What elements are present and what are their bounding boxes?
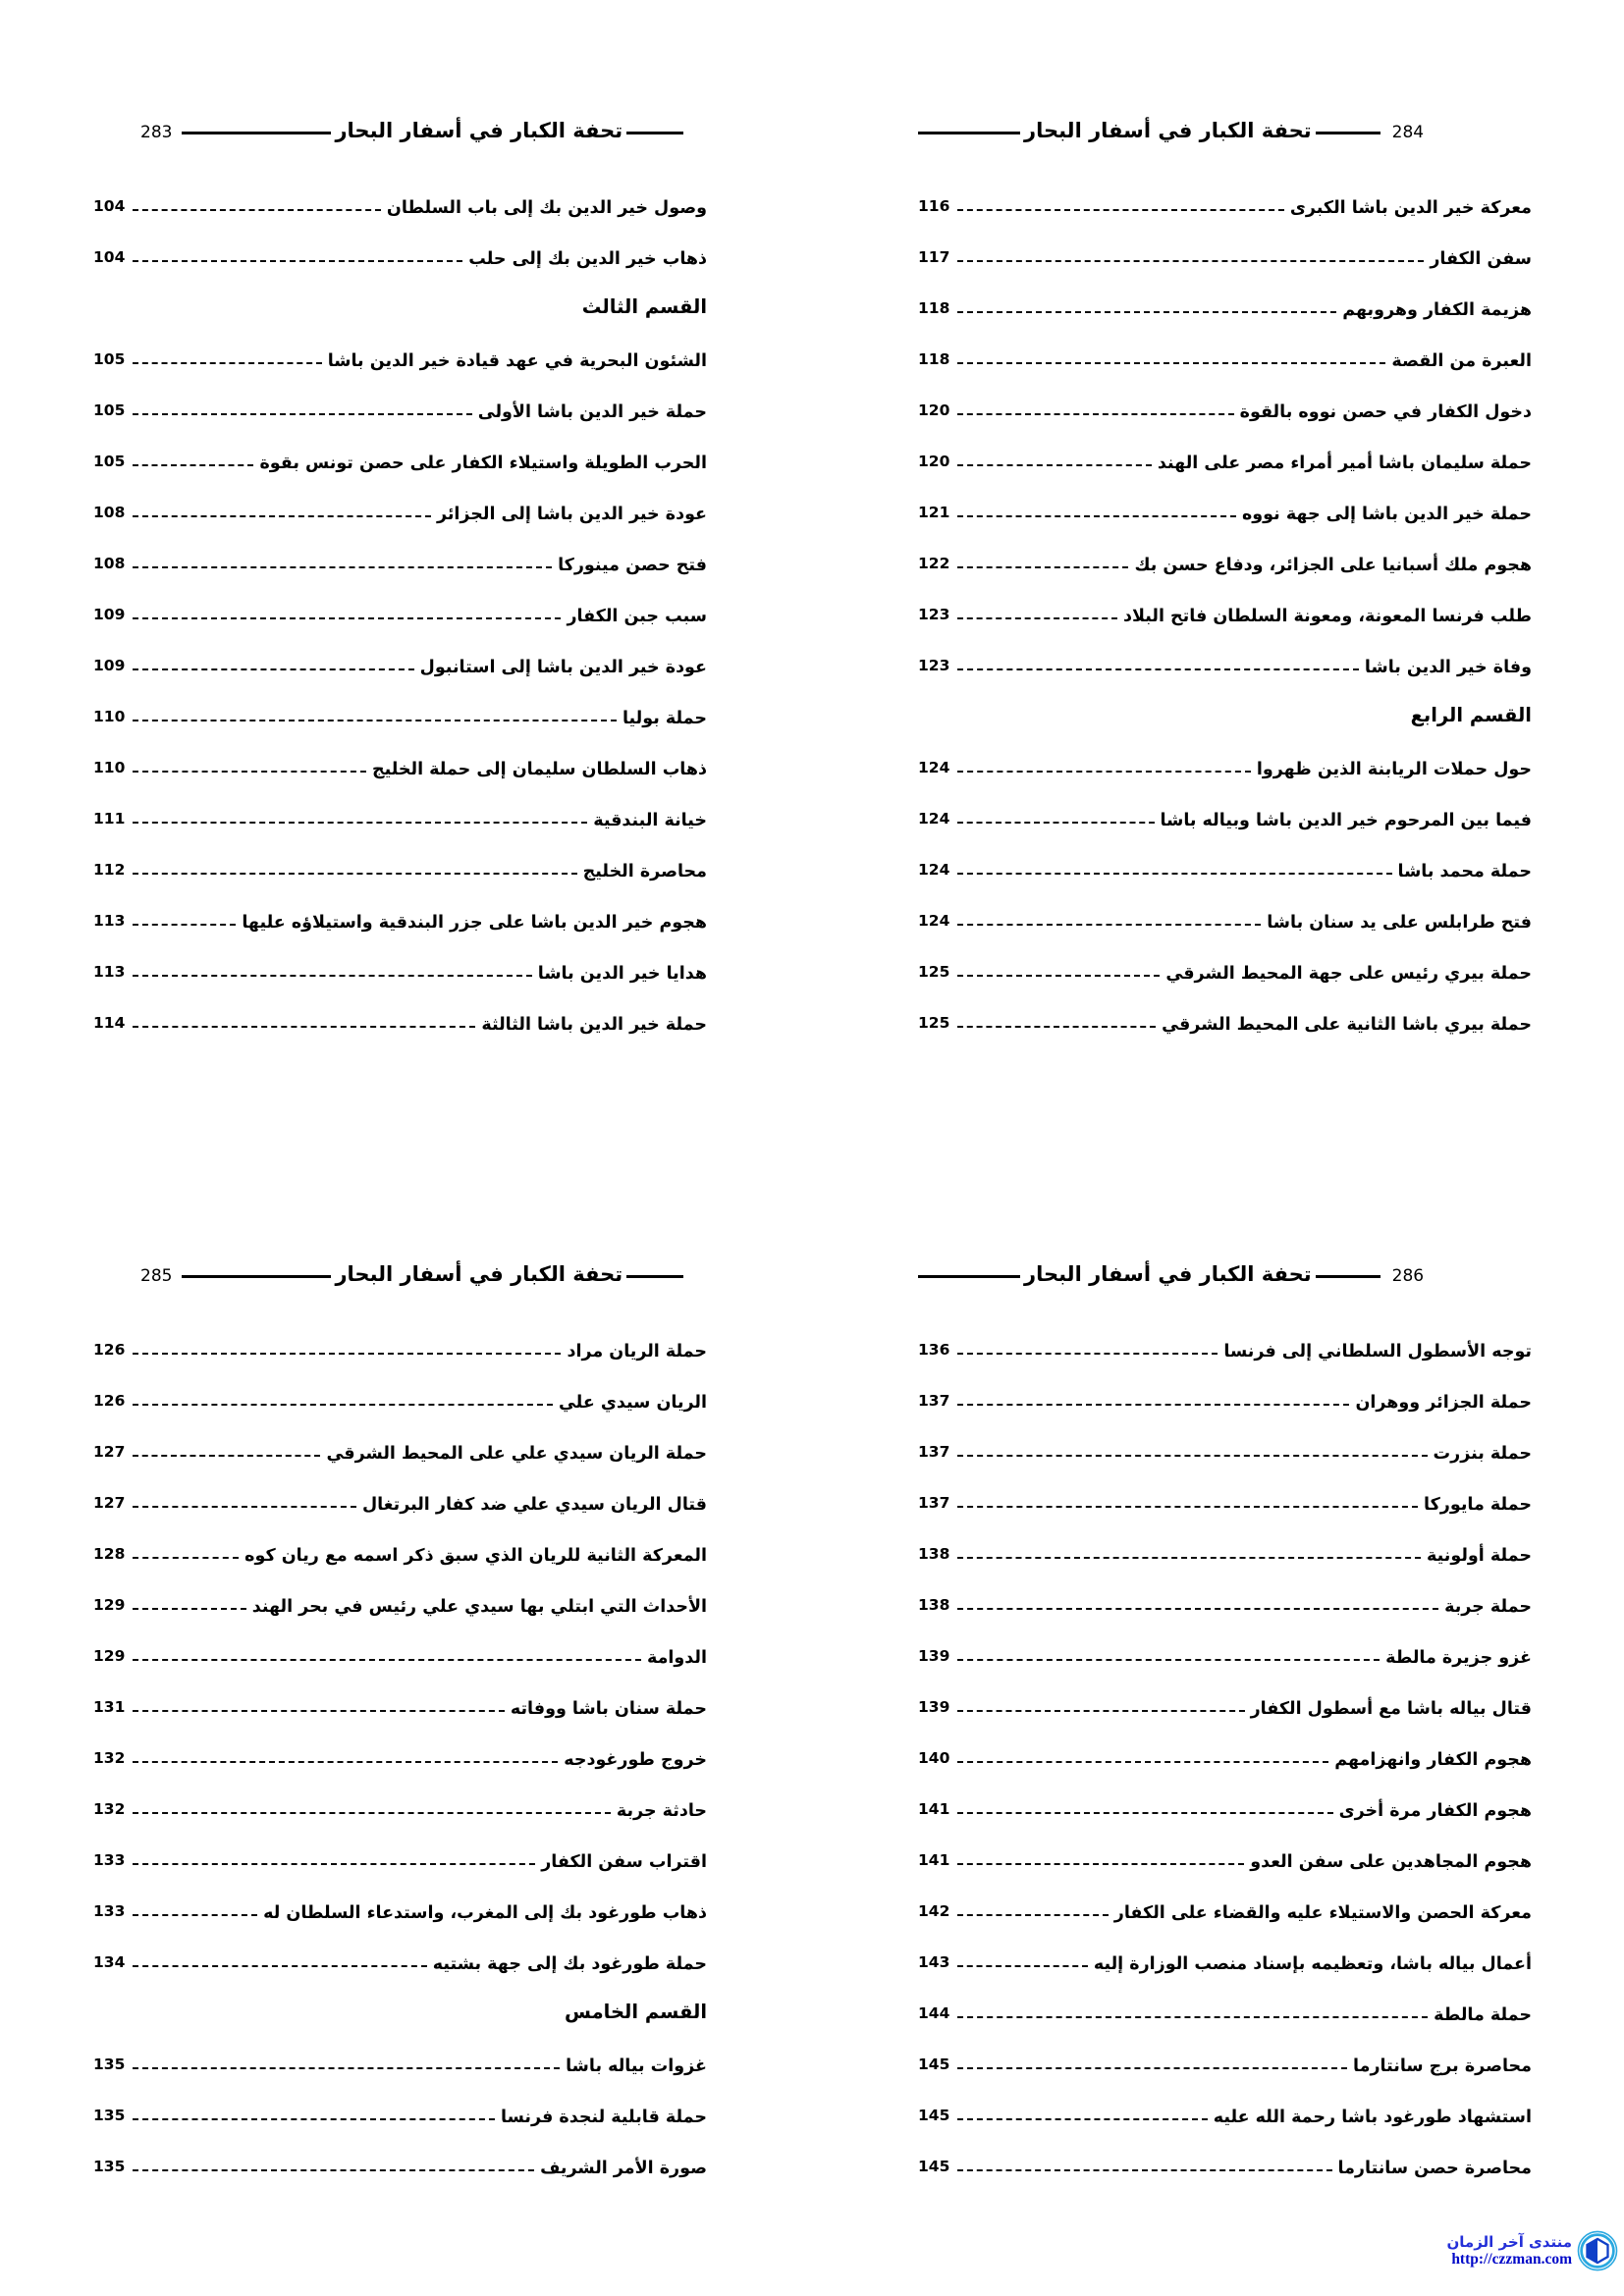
entry-page-number: 120	[918, 453, 950, 470]
entry-page-number: 129	[93, 1596, 126, 1614]
toc-entry-row	[93, 1923, 707, 1974]
toc-entry-row	[918, 575, 1532, 626]
entry-page-number: 129	[93, 1647, 126, 1665]
page-header	[918, 1259, 1532, 1293]
entry-title: هزيمة الكفار وهروبهم	[1342, 299, 1532, 320]
dotted-leader	[957, 1863, 1244, 1865]
entry-title: محاصرة حصن سانتارما	[1337, 2158, 1532, 2178]
dotted-leader	[957, 362, 1385, 364]
toc-entry-row	[93, 881, 707, 933]
page-header	[93, 1259, 707, 1293]
dotted-leader	[957, 464, 1152, 466]
toc-entry-row	[918, 320, 1532, 371]
entry-page-number: 108	[93, 555, 126, 572]
toc-entry-row	[93, 1413, 707, 1464]
entry-title: ذهاب السلطان سليمان إلى حملة الخليج	[371, 759, 707, 779]
entry-title: المعركة الثانية للريان الذي سبق ذكر اسمه مع ريان كوه	[244, 1545, 707, 1566]
entry-title: حملة أولونية	[1427, 1545, 1532, 1566]
toc-entry-row	[918, 830, 1532, 881]
toc-entry-row	[93, 830, 707, 881]
dotted-leader	[957, 413, 1233, 415]
entry-page-number: 141	[918, 1800, 950, 1818]
entry-title: سفن الكفار	[1430, 248, 1532, 269]
page-number: 283	[140, 123, 173, 142]
header-rule	[918, 132, 1020, 134]
entry-page-number: 105	[93, 401, 126, 419]
entry-page-number: 136	[918, 1341, 950, 1359]
toc-entry-row	[93, 167, 707, 218]
dotted-leader	[133, 873, 576, 875]
entry-title: حملة الجزائر ووهران	[1355, 1392, 1532, 1413]
toc-entry-row	[918, 473, 1532, 524]
dotted-leader	[957, 1914, 1108, 1916]
toc-entries	[93, 1310, 707, 2178]
toc-entry-row	[918, 1719, 1532, 1770]
entry-page-number: 113	[93, 912, 126, 930]
dotted-leader	[133, 771, 366, 773]
entry-page-number: 137	[918, 1443, 950, 1461]
page-header	[93, 116, 707, 149]
dotted-leader	[957, 1710, 1244, 1712]
toc-entry-row	[918, 1464, 1532, 1515]
entry-title: فتح حصن مينوركا	[558, 555, 707, 575]
dotted-leader	[957, 1761, 1328, 1763]
dotted-leader	[133, 1863, 535, 1865]
toc-entries	[918, 1310, 1532, 2178]
page-number: 284	[1391, 123, 1425, 142]
toc-section-row	[93, 269, 707, 320]
entry-title: عودة خير الدين باشا إلى الجزائر	[436, 504, 707, 524]
entry-page-number: 124	[918, 861, 950, 879]
dotted-leader	[957, 1506, 1418, 1508]
entry-title: حملة بوليا	[622, 708, 707, 728]
entry-title: محاصرة برج سانتارما	[1353, 2056, 1532, 2076]
toc-entry-row	[93, 2127, 707, 2178]
entry-page-number: 104	[93, 248, 126, 266]
entry-title: حملة بيري باشا الثانية على المحيط الشرقي	[1162, 1014, 1532, 1035]
dotted-leader	[957, 924, 1261, 926]
dotted-leader	[133, 1812, 611, 1814]
toc-entry-row	[918, 626, 1532, 677]
entry-page-number: 138	[918, 1545, 950, 1563]
dotted-leader	[957, 1812, 1332, 1814]
entry-title: قتال الريان سيدي علي ضد كفار البرتغال	[362, 1494, 707, 1515]
entry-page-number: 133	[93, 1902, 126, 1920]
entry-title: خروج طورغودجه	[564, 1749, 707, 1770]
dotted-leader	[957, 2016, 1428, 2018]
entry-page-number: 145	[918, 2107, 950, 2124]
header-rule	[1316, 132, 1380, 134]
header-rule	[182, 1275, 331, 1278]
entry-title: فيما بين المرحوم خير الدين باشا وبياله باشا	[1160, 810, 1532, 830]
dotted-leader	[957, 1965, 1088, 1967]
dotted-leader	[957, 260, 1424, 262]
header-rule	[626, 132, 683, 134]
dotted-leader	[133, 1557, 239, 1559]
toc-page-284	[918, 116, 1532, 1035]
entry-page-number: 108	[93, 504, 126, 521]
header-rule	[182, 132, 331, 134]
entry-title: حملة قابلية لنجدة فرنسا	[501, 2107, 707, 2127]
entry-title: فتح طرابلس على يد سنان باشا	[1267, 912, 1532, 933]
dotted-leader	[957, 515, 1236, 517]
entry-title: الأحداث التي ابتلي بها سيدي علي رئيس في بحر الهند	[251, 1596, 707, 1617]
page-number: 286	[1391, 1266, 1425, 1286]
dotted-leader	[133, 515, 431, 517]
entry-page-number: 111	[93, 810, 126, 828]
dotted-leader	[133, 720, 617, 721]
entry-title: حملة خير الدين باشا الأولى	[477, 401, 707, 422]
toc-entry-row	[918, 933, 1532, 984]
entry-page-number: 125	[918, 1014, 950, 1032]
toc-entry-row	[93, 933, 707, 984]
toc-entry-row	[93, 320, 707, 371]
toc-entry-row	[918, 2025, 1532, 2076]
entry-page-number: 126	[93, 1341, 126, 1359]
header-rule	[918, 1275, 1020, 1278]
entry-page-number: 139	[918, 1647, 950, 1665]
site-url-link[interactable]: http://czzman.com	[1451, 2250, 1572, 2268]
entry-page-number: 126	[93, 1392, 126, 1410]
toc-entry-row	[918, 1821, 1532, 1872]
dotted-leader	[957, 1353, 1218, 1355]
entry-title: حملة الريان مراد	[567, 1341, 707, 1362]
book-title: تحفة الكبار في أسفار البحار	[1024, 1262, 1312, 1286]
toc-entry-row	[93, 575, 707, 626]
dotted-leader	[957, 668, 1359, 670]
entry-title: الشئون البحرية في عهد قيادة خير الدين باشا	[327, 350, 707, 371]
toc-entry-row	[93, 2025, 707, 2076]
toc-entry-row	[918, 1770, 1532, 1821]
entry-page-number: 145	[918, 2056, 950, 2073]
entry-page-number: 141	[918, 1851, 950, 1869]
toc-entry-row	[93, 1566, 707, 1617]
entry-title: هجوم المجاهدين على سفن العدو	[1250, 1851, 1532, 1872]
dotted-leader	[957, 1608, 1438, 1610]
entry-title: طلب فرنسا المعونة، ومعونة السلطان فاتح البلاد	[1122, 606, 1532, 626]
entry-title: دخول الكفار في حصن نووه بالقوة	[1239, 401, 1532, 422]
entry-title: هدايا خير الدين باشا	[537, 963, 707, 984]
section-heading: القسم الثالث	[581, 295, 707, 318]
entry-title: حملة بيري رئيس على جهة المحيط الشرقي	[1165, 963, 1532, 984]
entry-title: حملة خير الدين باشا إلى جهة نووه	[1241, 504, 1532, 524]
entry-title: الدوامة	[646, 1647, 707, 1668]
entry-title: ذهاب طورغود بك إلى المغرب، واستدعاء السلطان له	[263, 1902, 707, 1923]
dotted-leader	[133, 617, 561, 619]
dotted-leader	[957, 1026, 1156, 1028]
entry-page-number: 127	[93, 1443, 126, 1461]
dotted-leader	[133, 1965, 426, 1967]
entry-title: خيانة البندقية	[593, 810, 707, 830]
dotted-leader	[133, 1506, 356, 1508]
toc-entry-row	[93, 626, 707, 677]
entry-page-number: 109	[93, 657, 126, 674]
dotted-leader	[133, 1659, 641, 1661]
dotted-leader	[133, 1404, 553, 1406]
toc-entry-row	[93, 218, 707, 269]
entry-page-number: 124	[918, 810, 950, 828]
dotted-leader	[133, 2067, 560, 2069]
entry-title: حملة مالطة	[1434, 2004, 1532, 2025]
toc-entry-row	[918, 422, 1532, 473]
entry-title: توجه الأسطول السلطاني إلى فرنسا	[1223, 1341, 1532, 1362]
entry-page-number: 105	[93, 453, 126, 470]
entry-page-number: 110	[93, 759, 126, 776]
dotted-leader	[133, 209, 381, 211]
entry-title: صورة الأمر الشريف	[540, 2158, 707, 2178]
toc-section-row	[918, 677, 1532, 728]
dotted-leader	[133, 1353, 561, 1355]
dotted-leader	[133, 924, 236, 926]
dotted-leader	[133, 2118, 495, 2120]
toc-entry-row	[93, 524, 707, 575]
toc-entry-row	[918, 1668, 1532, 1719]
toc-entry-row	[918, 1310, 1532, 1362]
book-title: تحفة الكبار في أسفار البحار	[335, 119, 623, 142]
toc-entry-row	[918, 218, 1532, 269]
toc-entry-row	[93, 1362, 707, 1413]
entry-page-number: 142	[918, 1902, 950, 1920]
entry-title: حملة جربة	[1444, 1596, 1532, 1617]
toc-entry-row	[93, 422, 707, 473]
entry-title: معركة خير الدين باشا الكبرى	[1289, 197, 1532, 218]
toc-entry-row	[93, 779, 707, 830]
entry-title: هجوم الكفار وانهزامهم	[1334, 1749, 1532, 1770]
site-watermark	[1447, 2230, 1619, 2271]
entry-page-number: 137	[918, 1494, 950, 1512]
entry-page-number: 135	[93, 2158, 126, 2175]
toc-entry-row	[93, 677, 707, 728]
toc-page-286	[918, 1259, 1532, 2178]
toc-entry-row	[93, 984, 707, 1035]
dotted-leader	[133, 413, 471, 415]
toc-entry-row	[93, 1668, 707, 1719]
toc-entry-row	[93, 371, 707, 422]
dotted-leader	[957, 873, 1391, 875]
entry-title: حملة الريان سيدي علي على المحيط الشرقي	[326, 1443, 707, 1464]
entry-page-number: 112	[93, 861, 126, 879]
entry-page-number: 117	[918, 248, 950, 266]
entry-page-number: 118	[918, 350, 950, 368]
dotted-leader	[957, 311, 1336, 313]
toc-entry-row	[918, 984, 1532, 1035]
entry-title: حملة خير الدين باشا الثالثة	[481, 1014, 707, 1035]
toc-entry-row	[918, 1515, 1532, 1566]
toc-entry-row	[918, 2076, 1532, 2127]
entry-page-number: 132	[93, 1749, 126, 1767]
toc-entry-row	[93, 1617, 707, 1668]
entry-title: غزو جزيرة مالطة	[1385, 1647, 1532, 1668]
entry-title: حول حملات الريابنة الذين ظهروا	[1256, 759, 1532, 779]
header-rule	[1316, 1275, 1380, 1278]
entry-title: حملة محمد باشا	[1397, 861, 1532, 881]
entry-title: حملة سنان باشا ووفاته	[510, 1698, 707, 1719]
entry-title: حملة طورغود بك إلى جهة بشتيه	[432, 1953, 707, 1974]
entry-page-number: 138	[918, 1596, 950, 1614]
entry-page-number: 144	[918, 2004, 950, 2022]
dotted-leader	[133, 822, 587, 824]
toc-entry-row	[918, 1974, 1532, 2025]
toc-entry-row	[918, 1566, 1532, 1617]
entry-title: وصول خير الدين بك إلى باب السلطان	[386, 197, 707, 218]
toc-entry-row	[93, 1515, 707, 1566]
dotted-leader	[133, 260, 462, 262]
page-number: 285	[140, 1266, 173, 1286]
toc-section-row	[93, 1974, 707, 2025]
dotted-leader	[133, 1761, 558, 1763]
book-title: تحفة الكبار في أسفار البحار	[1024, 119, 1312, 142]
entry-title: ذهاب خير الدين بك إلى حلب	[468, 248, 707, 269]
entry-title: معركة الحصن والاستيلاء عليه والقضاء على الكفار	[1113, 1902, 1532, 1923]
dotted-leader	[133, 362, 321, 364]
entry-page-number: 114	[93, 1014, 126, 1032]
entry-page-number: 104	[93, 197, 126, 215]
toc-entry-row	[918, 881, 1532, 933]
toc-entry-row	[93, 2076, 707, 2127]
entry-title: هجوم خير الدين باشا على جزر البندقية واستيلاؤه عليها	[242, 912, 707, 933]
dotted-leader	[957, 617, 1117, 619]
entry-page-number: 133	[93, 1851, 126, 1869]
dotted-leader	[133, 566, 552, 568]
entry-page-number: 113	[93, 963, 126, 981]
dotted-leader	[957, 975, 1160, 977]
section-heading: القسم الخامس	[565, 2001, 707, 2023]
toc-entry-row	[918, 371, 1532, 422]
entry-page-number: 110	[93, 708, 126, 725]
entry-page-number: 140	[918, 1749, 950, 1767]
toc-entry-row	[93, 1821, 707, 1872]
entry-page-number: 122	[918, 555, 950, 572]
entry-page-number: 135	[93, 2056, 126, 2073]
toc-entry-row	[918, 1872, 1532, 1923]
entry-title: غزوات بياله باشا	[566, 2056, 707, 2076]
entry-page-number: 145	[918, 2158, 950, 2175]
entry-page-number: 137	[918, 1392, 950, 1410]
dotted-leader	[957, 822, 1154, 824]
entry-title: أعمال بياله باشا، وتعظيمه بإسناد منصب الوزارة إليه	[1093, 1953, 1532, 1974]
entry-title: استشهاد طورغود باشا رحمة الله عليه	[1213, 2107, 1532, 2127]
entry-page-number: 131	[93, 1698, 126, 1716]
entry-page-number: 134	[93, 1953, 126, 1971]
ezzman-logo-icon	[1577, 2230, 1618, 2271]
dotted-leader	[957, 209, 1284, 211]
toc-entry-row	[918, 2127, 1532, 2178]
dotted-leader	[957, 1404, 1349, 1406]
entry-page-number: 125	[918, 963, 950, 981]
entry-page-number: 105	[93, 350, 126, 368]
dotted-leader	[133, 668, 413, 670]
entry-title: قتال بياله باشا مع أسطول الكفار	[1250, 1698, 1532, 1719]
entry-title: وفاة خير الدين باشا	[1364, 657, 1532, 677]
dotted-leader	[133, 464, 253, 466]
toc-entry-row	[918, 1362, 1532, 1413]
dotted-leader	[133, 1608, 245, 1610]
entry-page-number: 128	[93, 1545, 126, 1563]
dotted-leader	[957, 566, 1128, 568]
entry-title: حادثة جربة	[616, 1800, 707, 1821]
entry-title: سبب جبن الكفار	[567, 606, 707, 626]
entry-title: محاصرة الخليج	[582, 861, 707, 881]
toc-page-283	[93, 116, 707, 1035]
page-header	[918, 116, 1532, 149]
toc-entry-row	[918, 1617, 1532, 1668]
entry-title: الريان سيدي علي	[558, 1392, 707, 1413]
toc-entry-row	[918, 167, 1532, 218]
dotted-leader	[957, 1557, 1421, 1559]
entry-page-number: 109	[93, 606, 126, 623]
entry-title: هجوم الكفار مرة أخرى	[1338, 1800, 1532, 1821]
toc-entry-row	[93, 473, 707, 524]
toc-entry-row	[918, 524, 1532, 575]
book-title: تحفة الكبار في أسفار البحار	[335, 1262, 623, 1286]
dotted-leader	[133, 1026, 475, 1028]
entry-title: حملة بنزرت	[1433, 1443, 1532, 1464]
toc-entry-row	[918, 269, 1532, 320]
entry-page-number: 118	[918, 299, 950, 317]
toc-entry-row	[918, 1923, 1532, 1974]
toc-entries	[918, 167, 1532, 1035]
dotted-leader	[957, 771, 1251, 773]
entry-title: حملة مايوركا	[1424, 1494, 1532, 1515]
dotted-leader	[957, 1455, 1427, 1457]
toc-entries	[93, 167, 707, 1035]
entry-page-number: 132	[93, 1800, 126, 1818]
dotted-leader	[957, 1659, 1380, 1661]
entry-title: عودة خير الدين باشا إلى استانبول	[419, 657, 707, 677]
toc-entry-row	[93, 1770, 707, 1821]
dotted-leader	[133, 1710, 505, 1712]
toc-entry-row	[93, 1872, 707, 1923]
toc-entry-row	[918, 728, 1532, 779]
entry-title: الحرب الطويلة واستيلاء الكفار على حصن تونس بقوة	[259, 453, 707, 473]
entry-page-number: 135	[93, 2107, 126, 2124]
entry-title: هجوم ملك أسبانيا على الجزائر، ودفاع حسن بك	[1134, 555, 1532, 575]
entry-page-number: 120	[918, 401, 950, 419]
entry-page-number: 124	[918, 759, 950, 776]
section-heading: القسم الرابع	[1410, 704, 1532, 726]
toc-entry-row	[918, 1413, 1532, 1464]
toc-entry-row	[93, 1719, 707, 1770]
entry-title: العبرة من القصة	[1391, 350, 1532, 371]
toc-entry-row	[918, 779, 1532, 830]
dotted-leader	[133, 1455, 320, 1457]
entry-page-number: 124	[918, 912, 950, 930]
dotted-leader	[133, 1914, 257, 1916]
dotted-leader	[957, 2118, 1207, 2120]
dotted-leader	[133, 975, 531, 977]
watermark-text	[1447, 2233, 1573, 2269]
entry-page-number: 121	[918, 504, 950, 521]
dotted-leader	[957, 2067, 1347, 2069]
entry-title: حملة سليمان باشا أمير أمراء مصر على الهند	[1157, 453, 1532, 473]
entry-page-number: 143	[918, 1953, 950, 1971]
toc-entry-row	[93, 1310, 707, 1362]
toc-page-285	[93, 1259, 707, 2178]
entry-title: اقتراب سفن الكفار	[541, 1851, 707, 1872]
header-rule	[626, 1275, 683, 1278]
site-name: منتدى آخر الزمان	[1446, 2232, 1572, 2251]
toc-entry-row	[93, 1464, 707, 1515]
entry-page-number: 123	[918, 606, 950, 623]
entry-page-number: 127	[93, 1494, 126, 1512]
entry-page-number: 123	[918, 657, 950, 674]
toc-entry-row	[93, 728, 707, 779]
entry-page-number: 116	[918, 197, 950, 215]
dotted-leader	[957, 2169, 1331, 2171]
dotted-leader	[133, 2169, 534, 2171]
entry-page-number: 139	[918, 1698, 950, 1716]
